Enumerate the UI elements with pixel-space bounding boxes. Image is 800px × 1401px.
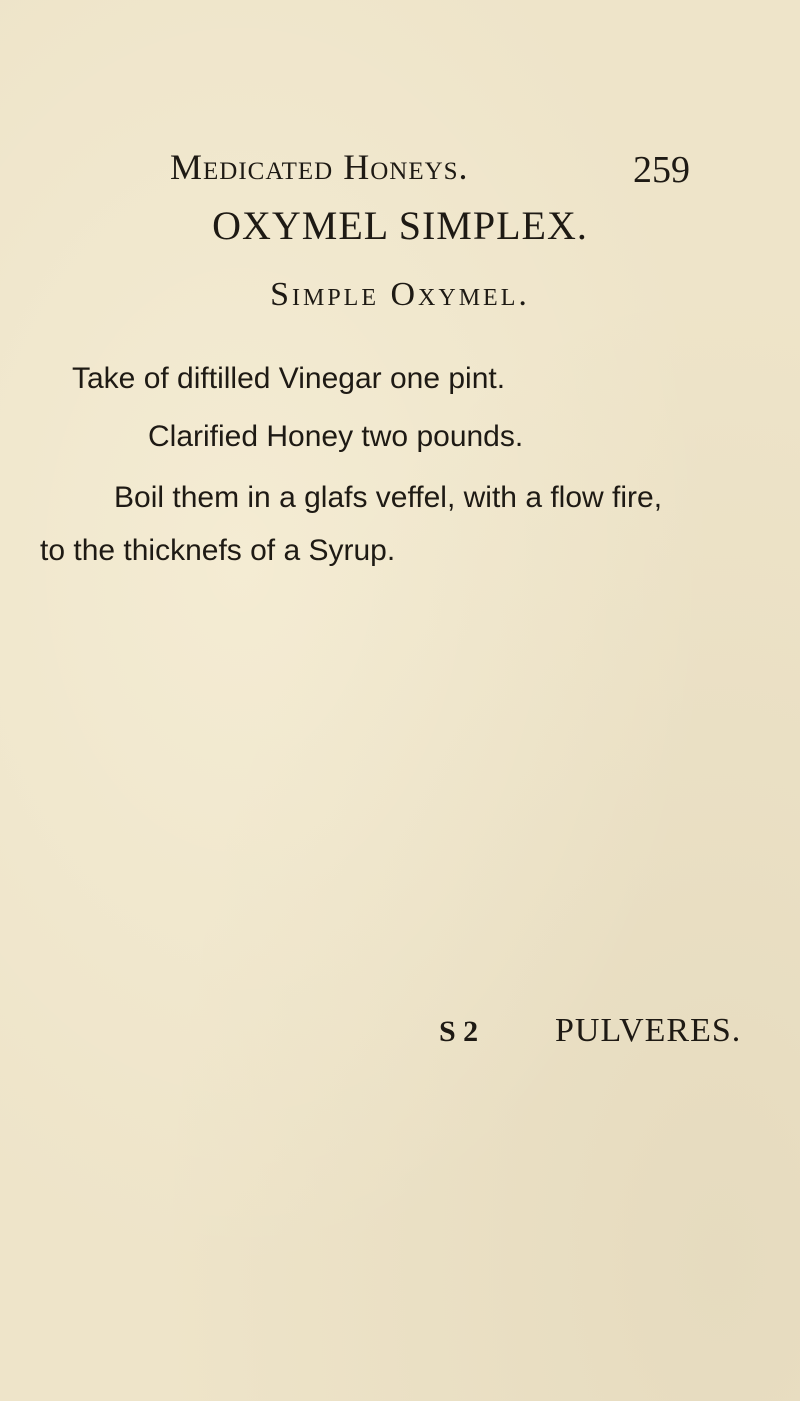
recipe-line: Boil them in a glafs veffel, with a flow fire,	[114, 481, 663, 514]
page-number: 259	[633, 149, 690, 191]
page-header	[170, 146, 690, 190]
recipe-line: Take of diftilled Vinegar one pint.	[72, 362, 506, 395]
catchword: PULVERES.	[555, 1012, 742, 1049]
recipe-line: to the thicknefs of a Syrup.	[40, 534, 396, 567]
recipe-title: OXYMEL SIMPLEX.	[212, 203, 588, 248]
recipe-subtitle: Simple Oxymel.	[270, 276, 530, 313]
recipe-line: Clarified Honey two pounds.	[148, 420, 524, 453]
running-head: Medicated Honeys.	[170, 147, 469, 187]
signature-mark: S 2	[439, 1015, 479, 1048]
